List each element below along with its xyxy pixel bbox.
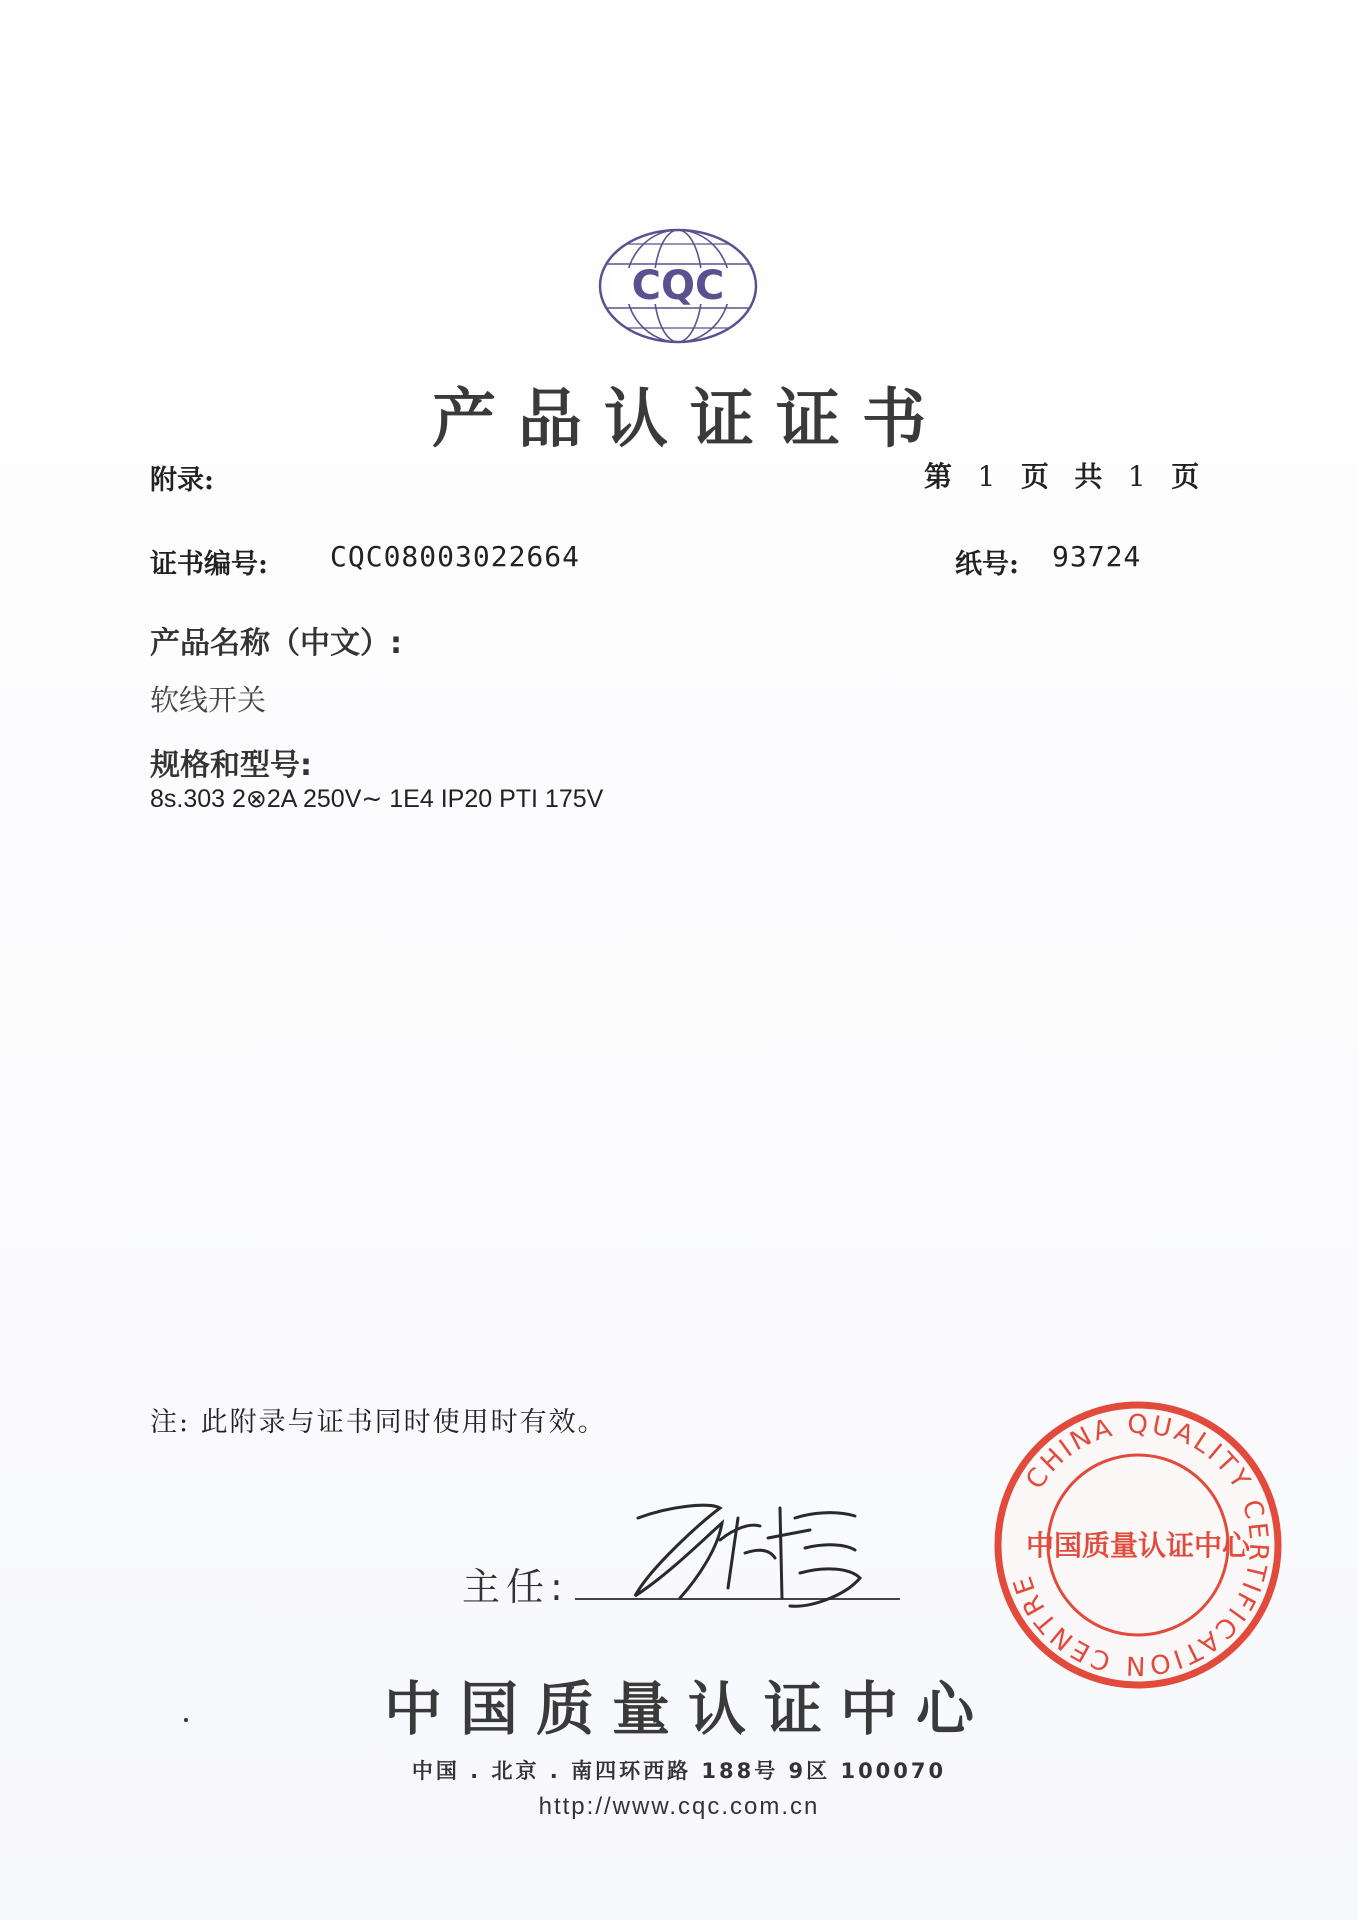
director-signature	[610, 1478, 880, 1618]
page-suffix: 页	[1171, 460, 1202, 493]
spec-value: 8s.303 2⊗2A 250V∼ 1E4 IP20 PTI 175V	[150, 785, 604, 813]
certificate-number: CQC08003022664	[330, 540, 581, 573]
page-total: 1	[1127, 460, 1148, 493]
certificate-number-label: 证书编号:	[150, 549, 268, 580]
organization-address: 中国 . 北京 . 南四环西路 188号 9区 100070	[411, 1759, 947, 1783]
product-name-label: 产品名称（中文）:	[150, 626, 402, 661]
page-word: 页	[1020, 460, 1051, 493]
director-label: 主任:	[462, 1565, 569, 1609]
certificate-title: 产品认证证书	[432, 383, 948, 457]
page-count	[924, 455, 1201, 495]
organization-url: http://www.cqc.com.cn	[538, 1793, 820, 1820]
page-current: 1	[977, 460, 998, 493]
appendix-label: 附录:	[150, 465, 214, 496]
product-name: 软线开关	[150, 683, 267, 717]
page-prefix: 第	[924, 460, 955, 493]
logo-text: CQC	[631, 263, 725, 309]
validity-note: 注: 此附录与证书同时使用时有效。	[150, 1407, 607, 1438]
page-total-word: 共	[1074, 460, 1105, 493]
organization-name: 中国质量认证中心	[383, 1675, 992, 1743]
cqc-logo	[596, 226, 760, 346]
spec-label: 规格和型号:	[150, 748, 312, 783]
official-seal	[993, 1400, 1283, 1690]
seal-outer-text: CHINA QUALITY CERTIFICATION CENTRE	[1007, 1409, 1274, 1681]
seal-inner-text: 中国质量认证中心	[1025, 1529, 1251, 1562]
paper-number: 93724	[1052, 540, 1142, 573]
speck-mark	[184, 1718, 188, 1722]
paper-number-label: 纸号:	[955, 549, 1019, 580]
